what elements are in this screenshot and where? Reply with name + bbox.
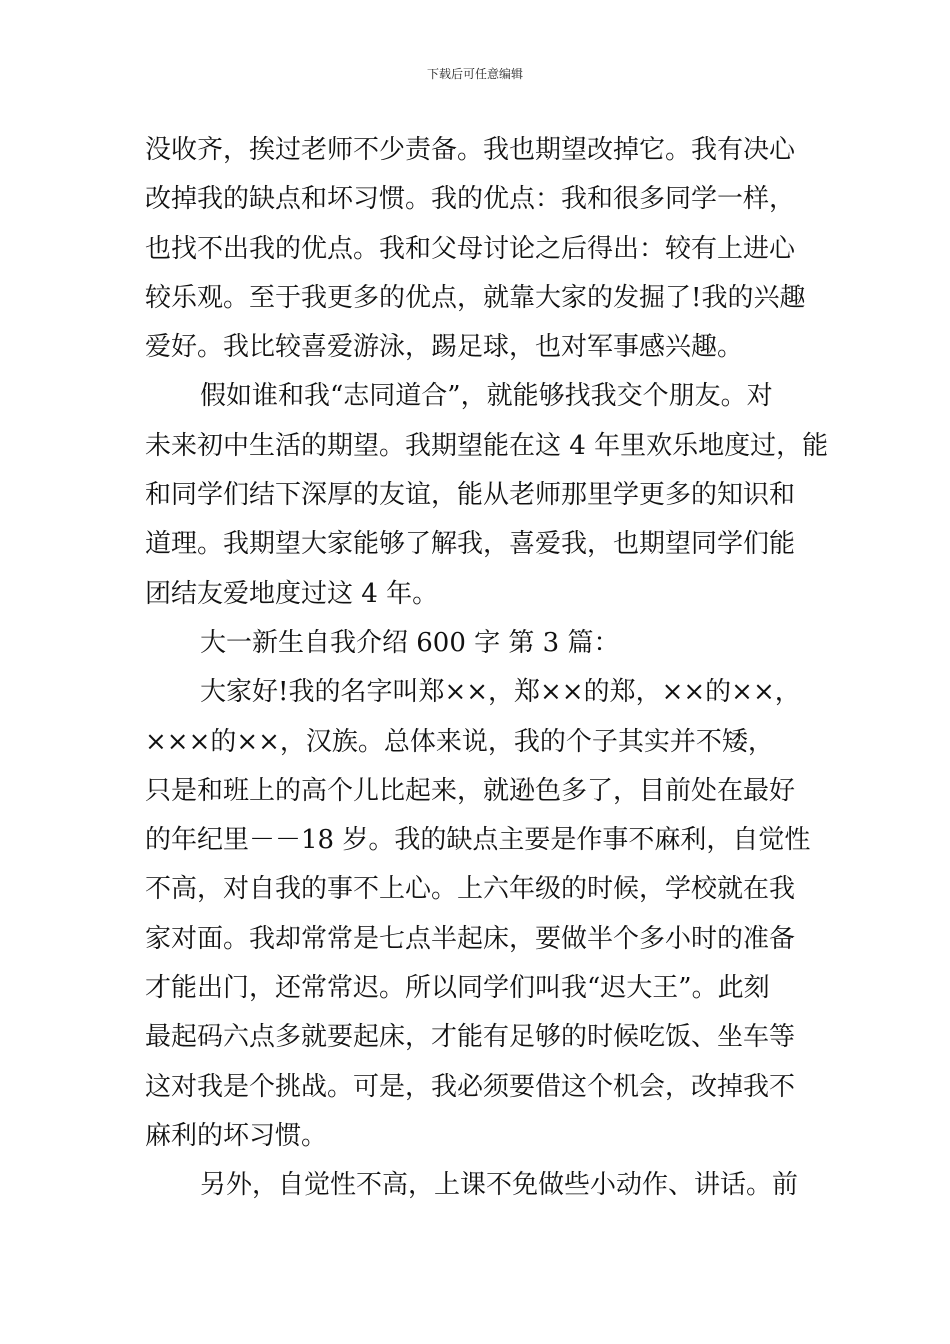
text-line-6: 假如谁和我“志同道合”，就能够找我交个朋友。对: [200, 381, 773, 412]
text-line-18: 才能出门，还常常迟。所以同学们叫我“迟大王”。此刻: [145, 973, 770, 1004]
text-line-10: 团结友爱地度过这 4 年。: [145, 578, 439, 609]
section-heading: 大一新生自我介绍 600 字 第 3 篇：: [200, 627, 620, 658]
text-line-5: 爱好。我比较喜爱游泳，踢足球，也对军事感兴趣。: [145, 332, 744, 363]
text-line-15: 的年纪里－－18 岁。我的缺点主要是作事不麻利，自觉性: [145, 825, 811, 856]
text-line-22: 另外，自觉性不高，上课不免做些小动作、讲话。前: [200, 1170, 799, 1201]
text-line-20: 这对我是个挑战。可是，我必须要借这个机会，改掉我不: [145, 1071, 796, 1102]
text-line-7: 未来初中生活的期望。我期望能在这 4 年里欢乐地度过，能: [145, 430, 829, 461]
text-line-13: ×××的××，汉族。总体来说，我的个子其实并不矮，: [145, 726, 774, 757]
page-header: 下载后可任意编辑: [426, 67, 523, 81]
text-line-16: 不高，对自我的事不上心。上六年级的时候，学校就在我: [145, 874, 796, 905]
text-line-9: 道理。我期望大家能够了解我，喜爱我，也期望同学们能: [145, 529, 796, 560]
text-line-14: 只是和班上的高个儿比起来，就逊色多了，目前处在最好: [145, 775, 796, 806]
document-body: [145, 126, 829, 1211]
text-line-4: 较乐观。至于我更多的优点，就靠大家的发掘了!我的兴趣: [145, 282, 806, 313]
text-line-1: 没收齐，挨过老师不少责备。我也期望改掉它。我有决心: [145, 135, 796, 165]
text-line-8: 和同学们结下深厚的友谊，能从老师那里学更多的知识和: [145, 480, 796, 511]
text-line-17: 家对面。我却常常是七点半起床，要做半个多小时的准备: [145, 923, 796, 954]
text-line-21: 麻利的坏习惯。: [145, 1120, 328, 1151]
text-line-19: 最起码六点多就要起床，才能有足够的时候吃饭、坐车等: [145, 1022, 796, 1053]
text-line-12: 大家好!我的名字叫郑××，郑××的郑，××的××，: [200, 677, 801, 708]
text-line-2: 改掉我的缺点和坏习惯。我的优点：我和很多同学一样，: [145, 184, 796, 215]
text-line-3: 也找不出我的优点。我和父母讨论之后得出：较有上进心: [145, 233, 796, 264]
